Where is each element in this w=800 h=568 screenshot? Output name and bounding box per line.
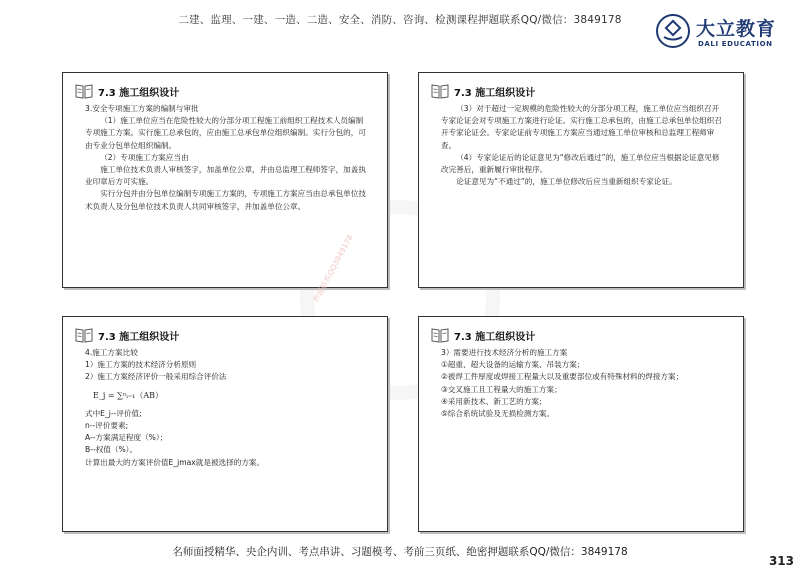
text-line: 2）施工方案经济评价一般采用综合评价法 — [85, 372, 227, 382]
text-line: ①超重、超大设备的运输方案、吊装方案； — [441, 360, 585, 370]
panel-header — [75, 325, 179, 345]
text-line: 3）需要进行技术经济分析的施工方案 — [441, 348, 568, 357]
text-line: （3）对于超过一定规模的危险性较大的分部分项工程，施工单位应当组织召开专家论证会对专项施工方案进行论证。实行施工总承包的，由施工总承包单位组织召开专家论证会。专家论证前专项施工方案应当通过施工单位审核和总监理工程师审查。 — [441, 104, 722, 150]
text-line: （4）专家论证后的论证意见为“修改后通过”的，施工单位应当根据论证意见修改完善后，重新履行审批程序。 — [441, 152, 720, 175]
text-line: ④采用新技术、新工艺的方案； — [441, 396, 547, 406]
text-line: ③交叉施工且工程量大的施工方案； — [441, 384, 562, 394]
text-line: 施工单位技术负责人审核签字，加盖单位公章，并由总监理工程师签字，加盖执业印章后方可实施。 — [85, 165, 366, 187]
panel-header — [431, 81, 535, 101]
text-line: 实行分包并由分包单位编制专项施工方案的，专项施工方案应当由总承包单位技术负责人及分包单位技术负责人共同审核签字，并加盖单位公章。 — [85, 189, 366, 211]
panel-title: 7.3 施工组织设计 — [98, 331, 180, 343]
text-line: （1）施工单位应当在危险性较大的分部分项工程施工前组织工程技术人员编制专项施工方案。实行施工总承包的，应由施工总承包单位组织编制。实行分包的，可由专业分包单位组织编制。 — [85, 116, 366, 150]
text-line: 论证意见为“不通过”的，施工单位修改后应当重新组织专家论证。 — [456, 177, 677, 187]
text-line: 计算出最大的方案评价值E_jmax就是被选择的方案。 — [85, 457, 265, 467]
text-line: 3.安全专项施工方案的编制与审批 — [85, 104, 199, 113]
panel-title: 7.3 施工组织设计 — [98, 87, 180, 99]
panel-body — [441, 103, 725, 188]
watermark-text: 押题联系QQ3849178 — [311, 233, 355, 304]
panel-body — [85, 347, 369, 469]
text-line: 式中E_j--评价值; — [85, 408, 142, 418]
book-icon — [431, 327, 449, 343]
text-line: n--评价要素; — [85, 421, 129, 431]
panel-title: 7.3 施工组织设计 — [454, 87, 536, 99]
page-number: 313 — [768, 554, 794, 568]
logo-emblem-icon — [656, 14, 690, 48]
slide-panel-2 — [418, 72, 744, 288]
panel-body — [441, 347, 725, 420]
dali-logo — [656, 14, 782, 52]
text-line: 1）施工方案的技术经济分析原则 — [85, 360, 197, 370]
panel-header — [431, 325, 535, 345]
panel-body — [85, 103, 369, 213]
header-contact-text: 二建、监理、一建、一造、二造、安全、消防、咨询、检测课程押题联系QQ/微信：3849178 — [178, 14, 622, 26]
book-icon — [431, 83, 449, 99]
logo-sub-text: DALI EDUCATION — [698, 40, 773, 48]
text-line: （2）专项施工方案应当由 — [100, 152, 189, 162]
slide-panel-4 — [418, 316, 744, 532]
formula: E_j = ∑ⁿᵢ₌₁（AB） — [93, 390, 163, 400]
text-line: ⑤综合系统试验及无损检测方案。 — [441, 409, 555, 419]
panel-header — [75, 81, 179, 101]
footer-contact-text: 名师面授精华、央企内训、考点串讲、习题模考、考前三页纸、绝密押题联系QQ/微信：3849178 — [172, 546, 628, 558]
slide-panel-3 — [62, 316, 388, 532]
text-line: 4.施工方案比较 — [85, 348, 138, 357]
logo-main-text: 大立教育 — [696, 18, 777, 40]
text-line: A--方案满足程度（%）； — [85, 433, 168, 443]
text-line: ②被焊工件厚度或焊接工程量大以及重要部位或有特殊材料的焊接方案； — [441, 372, 684, 382]
book-icon — [75, 83, 93, 99]
slide-panel-1 — [62, 72, 388, 304]
book-icon — [75, 327, 93, 343]
panel-title: 7.3 施工组织设计 — [454, 331, 536, 343]
text-line: B--权值（%）。 — [85, 445, 138, 455]
